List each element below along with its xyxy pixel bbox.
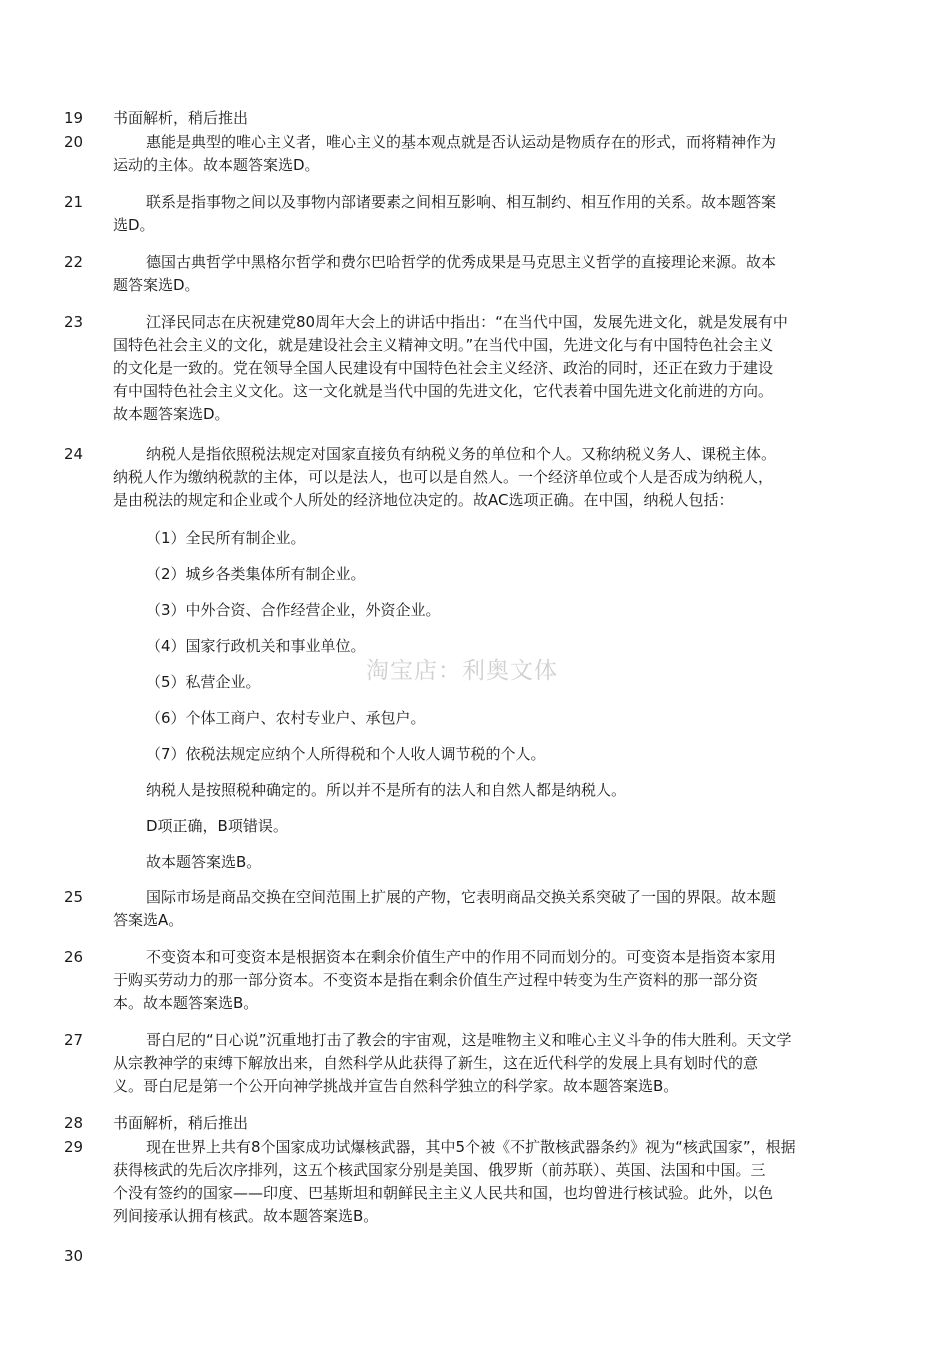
text-line: 个没有签约的国家——印度、巴基斯坦和朝鲜民主主义人民共和国，也均曾进行核试验。此外，以色 (113, 1184, 774, 1202)
text-line: 从宗教神学的束缚下解放出来，自然科学从此获得了新生，这在近代科学的发展上具有划时代的意 (113, 1054, 759, 1072)
paragraph: D项正确，B项错误。 (146, 817, 288, 835)
question-number: 30 (64, 1247, 84, 1265)
text-line: 于购买劳动力的那一部分资本。不变资本是指在剩余价值生产过程中转变为生产资料的那一部分资 (113, 971, 759, 989)
text-line: 义。哥白尼是第一个公开向神学挑战并宣告自然科学独立的科学家。故本题答案选B。 (113, 1077, 679, 1095)
text-line: 联系是指事物之间以及事物内部诸要素之间相互影响、相互制约、相互作用的关系。故本题答案 (146, 193, 777, 211)
answer-text (113, 886, 853, 932)
list-item: （5）私营企业。 (146, 673, 261, 691)
text-line: 获得核武的先后次序排列，这五个核武国家分别是美国、俄罗斯（前苏联）、英国、法国和中国。三 (113, 1161, 766, 1179)
question-number: 26 (64, 948, 84, 966)
answer-text (113, 191, 853, 237)
text-line: 题答案选D。 (113, 276, 200, 294)
question-number: 28 (64, 1114, 84, 1132)
answer-text (113, 443, 853, 512)
question-number: 23 (64, 313, 84, 331)
question-number: 21 (64, 193, 84, 211)
text-line: 国际市场是商品交换在空间范围上扩展的产物，它表明商品交换关系突破了一国的界限。故本题 (146, 888, 777, 906)
text-line: 书面解析，稍后推出 (113, 109, 249, 127)
text-line: 是由税法的规定和企业或个人所处的经济地位决定的。故AC选项正确。在中国，纳税人包括： (113, 491, 734, 509)
text-line: 的文化是一致的。党在领导全国人民建设有中国特色社会主义经济、政治的同时，还正在致力于建设 (113, 359, 774, 377)
text-line: 本。故本题答案选B。 (113, 994, 259, 1012)
answer-text (113, 946, 853, 1015)
paragraph: 纳税人是按照税种确定的。所以并不是所有的法人和自然人都是纳税人。 (146, 781, 627, 799)
answer-text (113, 311, 853, 426)
question-number: 25 (64, 888, 84, 906)
text-line: 运动的主体。故本题答案选D。 (113, 156, 320, 174)
text-line: 惠能是典型的唯心主义者，唯心主义的基本观点就是否认运动是物质存在的形式，而将精神作为 (146, 133, 777, 151)
text-line: 不变资本和可变资本是根据资本在剩余价值生产中的作用不同而划分的。可变资本是指资本家用 (146, 948, 777, 966)
text-line: 有中国特色社会主义文化。这一文化就是当代中国的先进文化，它代表着中国先进文化前进的方向。 (113, 382, 774, 400)
list-item: （6）个体工商户、农村专业户、承包户。 (146, 709, 426, 727)
question-number: 20 (64, 133, 84, 151)
answer-text (113, 1029, 853, 1098)
list-item: （2）城乡各类集体所有制企业。 (146, 565, 366, 583)
text-line: 书面解析，稍后推出 (113, 1114, 249, 1132)
text-line: 现在世界上共有8个国家成功试爆核武器，其中5个被《不扩散核武器条约》视为“核武国家”，根据 (146, 1138, 796, 1156)
answer-text (113, 131, 853, 177)
question-number: 24 (64, 445, 84, 463)
paragraph: 故本题答案选B。 (146, 853, 262, 871)
text-line: 答案选A。 (113, 911, 184, 929)
text-line: 纳税人是指依照税法规定对国家直接负有纳税义务的单位和个人。又称纳税义务人、课税主体。 (146, 445, 777, 463)
text-line: 德国古典哲学中黑格尔哲学和费尔巴哈哲学的优秀成果是马克思主义哲学的直接理论来源。故本 (146, 253, 777, 271)
question-number: 27 (64, 1031, 84, 1049)
watermark: 淘宝店：利奥文体 (366, 658, 558, 684)
list-item: （4）国家行政机关和事业单位。 (146, 637, 366, 655)
text-line: 国特色社会主义的文化，就是建设社会主义精神文明。”在当代中国，先进文化与有中国特色社会主义 (113, 336, 774, 354)
question-number: 29 (64, 1138, 84, 1156)
list-item: （1）全民所有制企业。 (146, 529, 306, 547)
question-number: 19 (64, 109, 84, 127)
list-item: （3）中外合资、合作经营企业，外资企业。 (146, 601, 441, 619)
question-number: 22 (64, 253, 84, 271)
answer-text (113, 1136, 853, 1228)
answer-text (113, 107, 853, 130)
list-item: （7）依税法规定应纳个人所得税和个人收人调节税的个人。 (146, 745, 546, 763)
text-line: 纳税人作为缴纳税款的主体，可以是法人，也可以是自然人。一个经济单位或个人是否成为纳税人， (113, 468, 774, 486)
text-line: 故本题答案选D。 (113, 405, 230, 423)
text-line: 江泽民同志在庆祝建党80周年大会上的讲话中指出：“在当代中国，发展先进文化，就是发展有中 (146, 313, 788, 331)
text-line: 哥白尼的“日心说”沉重地打击了教会的宇宙观，这是唯物主义和唯心主义斗争的伟大胜利。天文学 (146, 1031, 792, 1049)
answer-text (113, 251, 853, 297)
text-line: 选D。 (113, 216, 155, 234)
answer-text (113, 1112, 853, 1135)
text-line: 列间接承认拥有核武。故本题答案选B。 (113, 1207, 379, 1225)
